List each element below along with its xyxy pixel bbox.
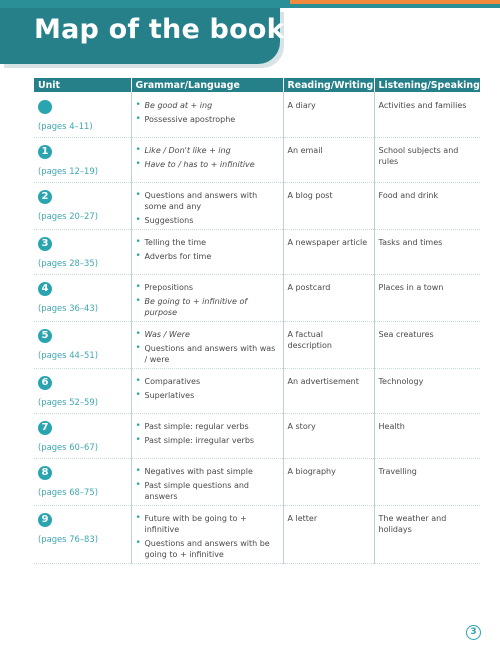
reading-writing-cell: A blog post — [283, 182, 374, 229]
grammar-cell — [131, 321, 283, 368]
grammar-item: • Negatives with past simple — [136, 466, 279, 477]
grammar-list — [136, 145, 279, 170]
unit-pages: (pages 4–11) — [38, 121, 93, 131]
grammar-list — [136, 513, 279, 560]
unit-number-badge: 8 — [38, 466, 52, 480]
unit-cell — [34, 137, 131, 182]
unit-pages: (pages 76–83) — [38, 533, 98, 544]
listening-speaking-cell: Tasks and times — [374, 229, 480, 274]
table-row — [34, 92, 480, 137]
table-row — [34, 229, 480, 274]
listening-speaking-cell: Sea creatures — [374, 321, 480, 368]
unit-cell — [34, 458, 131, 505]
grammar-item: • Superlatives — [136, 390, 279, 401]
top-orange-bar — [290, 0, 500, 4]
unit-number-badge: 6 — [38, 376, 52, 390]
grammar-item: • Questions and answers with was / were — [136, 343, 279, 365]
unit-number-badge: 7 — [38, 421, 52, 435]
grammar-cell — [131, 229, 283, 274]
page-number: 3 — [466, 625, 481, 640]
listening-speaking-cell: Health — [374, 413, 480, 458]
reading-writing-cell: A factual description — [283, 321, 374, 368]
grammar-item: • Questions and answers with be going to + infinitive — [136, 538, 279, 560]
grammar-item: • Past simple: irregular verbs — [136, 435, 279, 446]
reading-writing-cell: A story — [283, 413, 374, 458]
listening-speaking-cell: The weather and holidays — [374, 505, 480, 563]
unit-number-badge: 2 — [38, 190, 52, 204]
unit-pages: (pages 36–43) — [38, 302, 98, 313]
grammar-cell — [131, 458, 283, 505]
grammar-list — [136, 421, 279, 446]
grammar-cell — [131, 413, 283, 458]
grammar-list — [136, 466, 279, 502]
listening-speaking-cell: Travelling — [374, 458, 480, 505]
reading-writing-cell: A postcard — [283, 274, 374, 321]
grammar-item: • Suggestions — [136, 215, 279, 226]
grammar-item: • Like / Don't like + ing — [136, 145, 279, 156]
grammar-list — [136, 190, 279, 226]
column-header-listening: Listening/Speaking — [374, 78, 480, 92]
grammar-cell — [131, 182, 283, 229]
listening-speaking-cell: Activities and families — [374, 92, 480, 137]
grammar-item: • Have to / has to + infinitive — [136, 159, 279, 170]
unit-number-badge: 9 — [38, 513, 52, 527]
table-row — [34, 413, 480, 458]
unit-pages: (pages 12–19) — [38, 165, 98, 176]
unit-number-badge — [38, 100, 52, 114]
map-table — [34, 78, 480, 564]
table-header-row — [34, 78, 480, 92]
listening-speaking-cell: School subjects and rules — [374, 137, 480, 182]
grammar-list — [136, 376, 279, 401]
unit-pages: (pages 52–59) — [38, 396, 98, 407]
reading-writing-cell: A letter — [283, 505, 374, 563]
grammar-item: • Was / Were — [136, 329, 279, 340]
listening-speaking-cell: Technology — [374, 368, 480, 413]
table-row — [34, 458, 480, 505]
grammar-item: • Questions and answers with some and any — [136, 190, 279, 212]
grammar-list — [136, 237, 279, 262]
unit-pages: (pages 28–35) — [38, 257, 98, 268]
reading-writing-cell: An email — [283, 137, 374, 182]
grammar-item: • Past simple questions and answers — [136, 480, 279, 502]
grammar-item: • Telling the time — [136, 237, 279, 248]
unit-cell — [34, 321, 131, 368]
table-row — [34, 182, 480, 229]
grammar-item: • Future with be going to + infinitive — [136, 513, 279, 535]
grammar-cell — [131, 92, 283, 137]
unit-pages: (pages 68–75) — [38, 486, 98, 497]
grammar-cell — [131, 505, 283, 563]
listening-speaking-cell: Places in a town — [374, 274, 480, 321]
unit-pages: (pages 20–27) — [38, 210, 98, 221]
unit-cell — [34, 368, 131, 413]
unit-cell — [34, 274, 131, 321]
table-row — [34, 368, 480, 413]
listening-speaking-cell: Food and drink — [374, 182, 480, 229]
grammar-cell — [131, 368, 283, 413]
grammar-list — [136, 282, 279, 318]
grammar-item: • Prepositions — [136, 282, 279, 293]
reading-writing-cell: A biography — [283, 458, 374, 505]
unit-cell — [34, 505, 131, 563]
grammar-item: • Adverbs for time — [136, 251, 279, 262]
table-row — [34, 137, 480, 182]
reading-writing-cell: An advertisement — [283, 368, 374, 413]
reading-writing-cell: A newspaper article — [283, 229, 374, 274]
unit-cell — [34, 229, 131, 274]
grammar-item: • Past simple: regular verbs — [136, 421, 279, 432]
unit-number-badge: 3 — [38, 237, 52, 251]
unit-number-badge: 4 — [38, 282, 52, 296]
unit-cell — [34, 413, 131, 458]
unit-cell — [34, 182, 131, 229]
table-row — [34, 505, 480, 563]
unit-cell — [34, 92, 131, 137]
column-header-grammar: Grammar/Language — [131, 78, 283, 92]
grammar-list — [136, 100, 279, 125]
grammar-item: • Be going to + infinitive of purpose — [136, 296, 279, 318]
reading-writing-cell: A diary — [283, 92, 374, 137]
unit-number-badge: 1 — [38, 145, 52, 159]
column-header-reading: Reading/Writing — [283, 78, 374, 92]
unit-number-badge: 5 — [38, 329, 52, 343]
column-header-unit: Unit — [34, 78, 131, 92]
table-row — [34, 274, 480, 321]
page-title: Map of the book — [34, 14, 285, 45]
grammar-item: • Be good at + ing — [136, 100, 279, 111]
grammar-cell — [131, 274, 283, 321]
grammar-cell — [131, 137, 283, 182]
grammar-item: • Possessive apostrophe — [136, 114, 279, 125]
unit-pages: (pages 60–67) — [38, 441, 98, 452]
unit-pages: (pages 44–51) — [38, 349, 98, 360]
table-row — [34, 321, 480, 368]
grammar-list — [136, 329, 279, 365]
grammar-item: • Comparatives — [136, 376, 279, 387]
